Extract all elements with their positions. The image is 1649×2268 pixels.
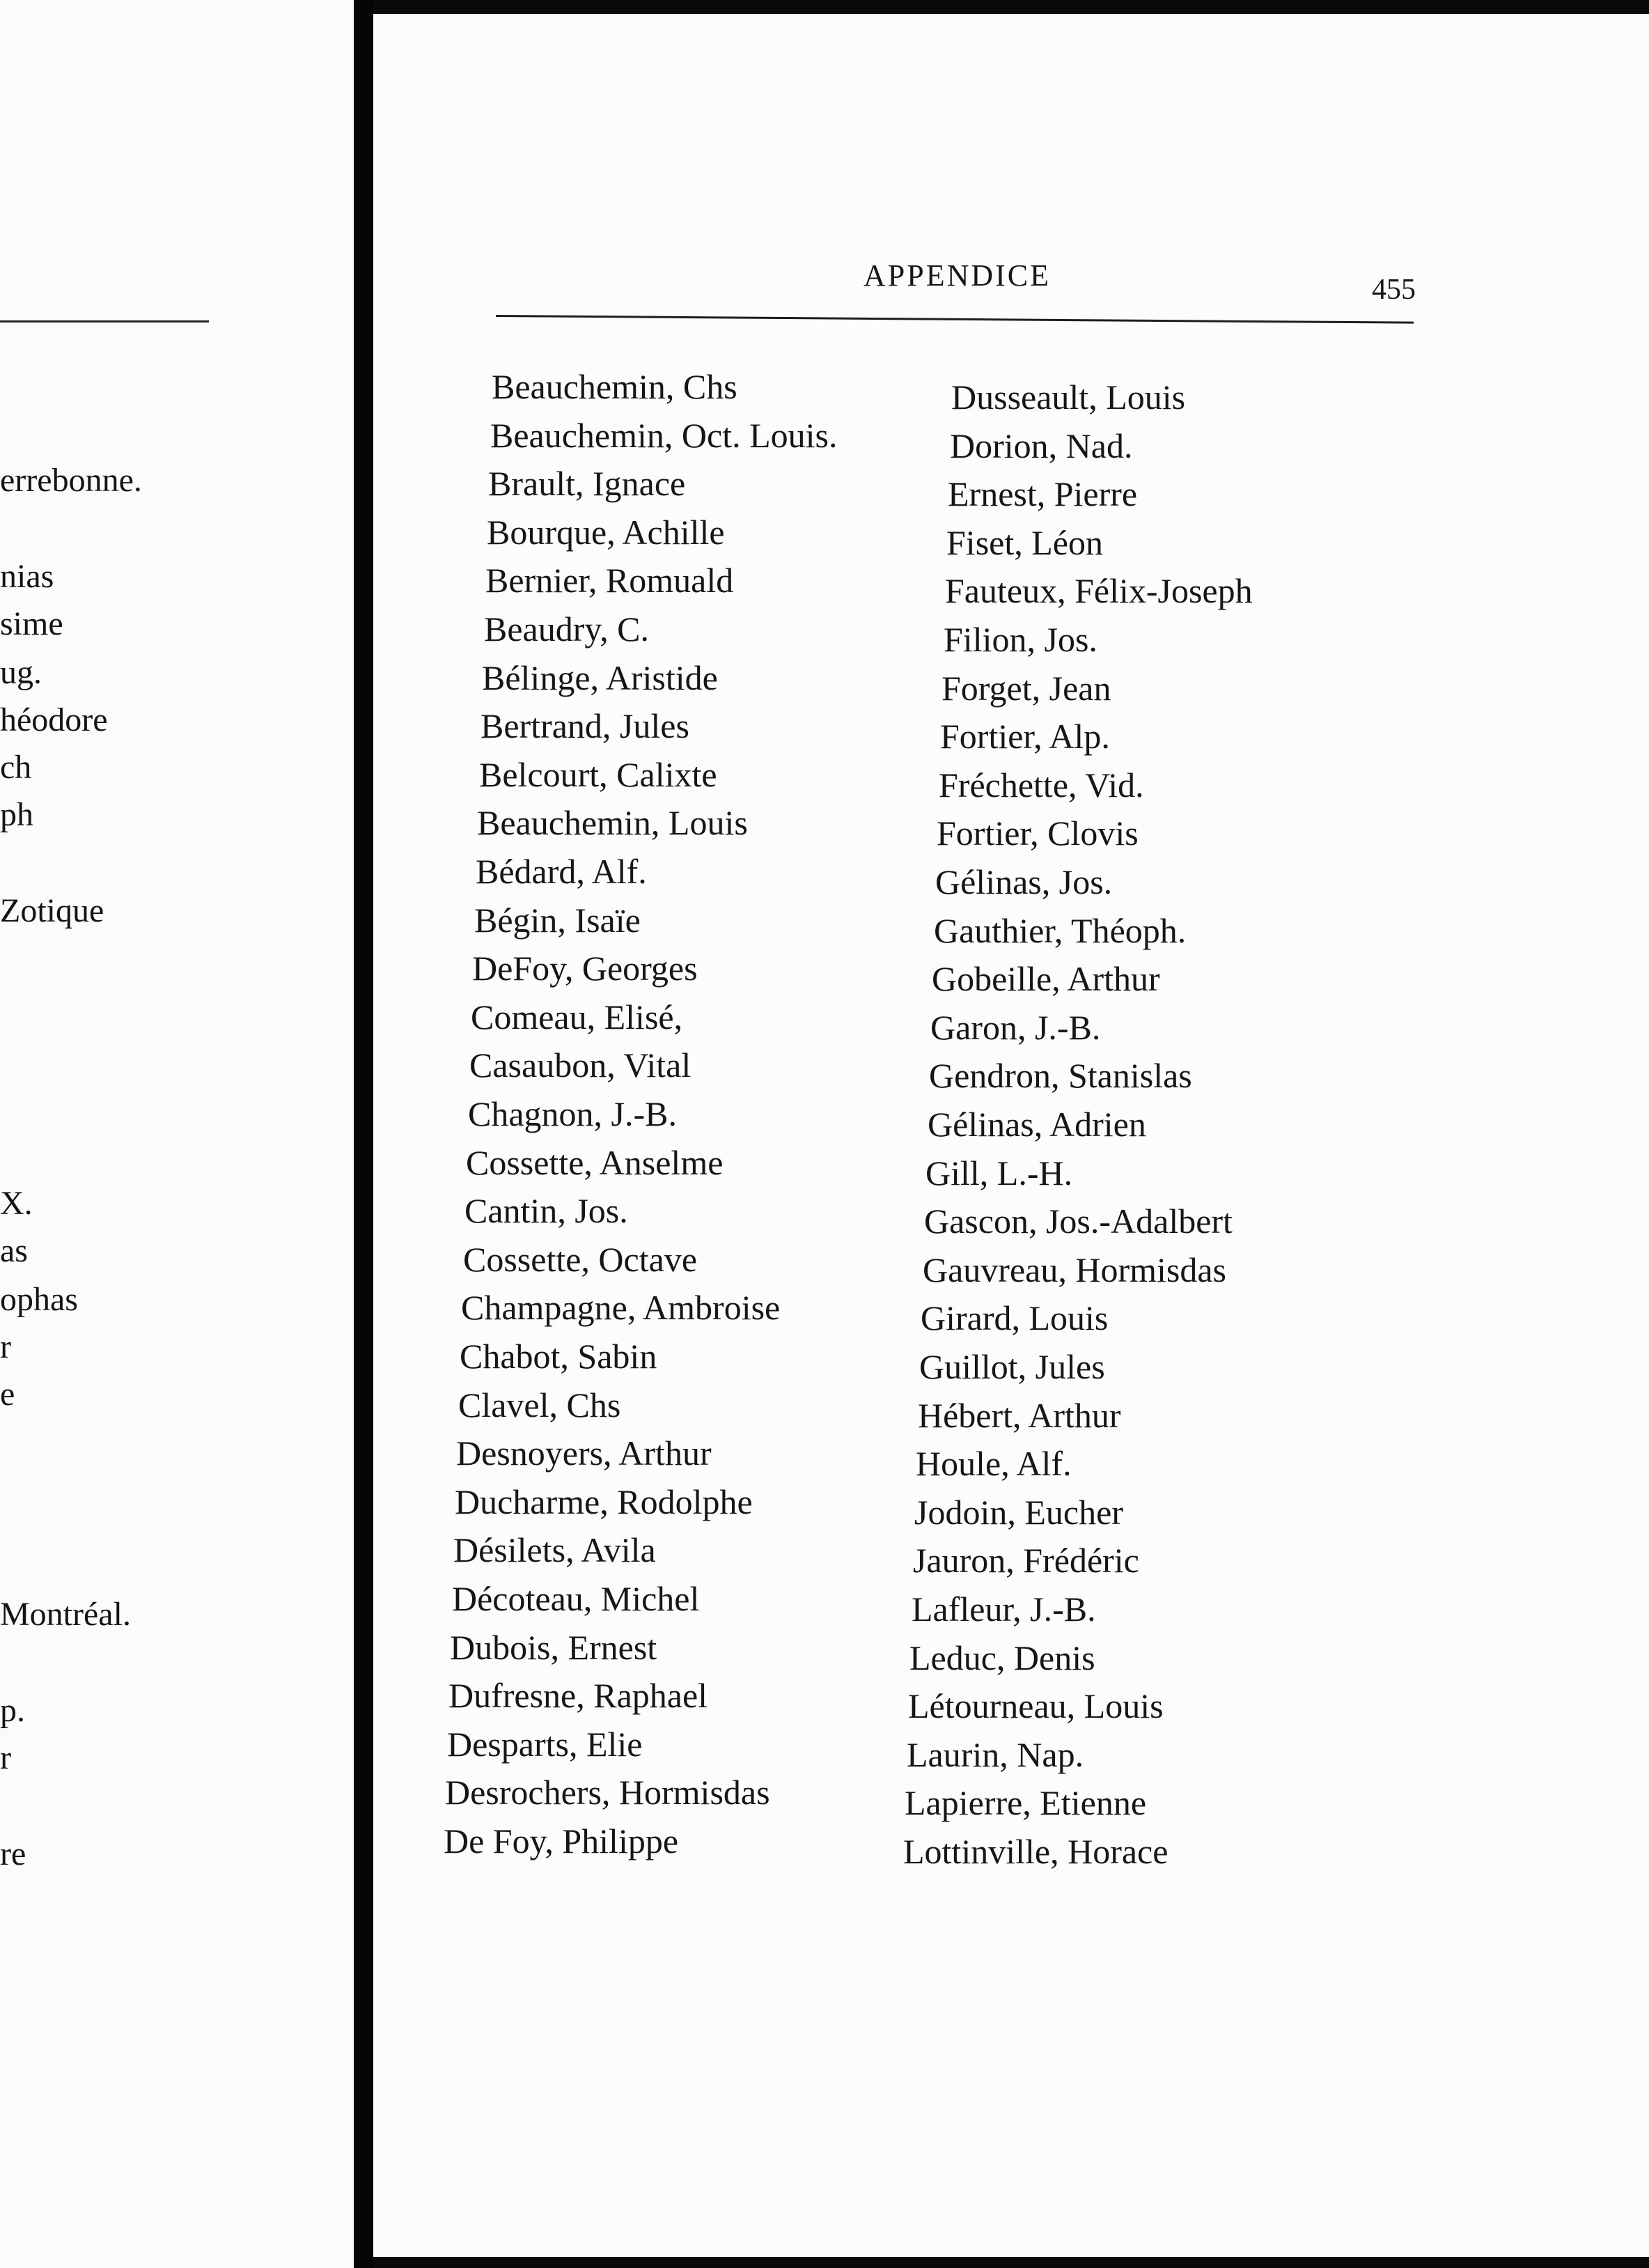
- name-entry: Cantin, Jos.: [464, 1191, 628, 1230]
- name-entry: Dorion, Nad.: [950, 426, 1133, 465]
- page-number: 455: [1372, 274, 1416, 306]
- name-entry: Brault, Ignace: [488, 464, 686, 503]
- name-entry: Décoteau, Michel: [452, 1579, 700, 1618]
- name-entry: Lafleur, J.-B.: [912, 1590, 1096, 1629]
- name-entry: Leduc, Denis: [909, 1638, 1095, 1677]
- name-entry: Hébert, Arthur: [918, 1396, 1121, 1435]
- name-entry: Fiset, Léon: [946, 523, 1103, 562]
- name-entry: Ducharme, Rodolphe: [455, 1482, 753, 1521]
- name-entry: Gélinas, Jos.: [935, 862, 1113, 901]
- name-entry: Lottinville, Horace: [903, 1832, 1169, 1871]
- name-entry: Chabot, Sabin: [460, 1337, 657, 1376]
- name-entry: DeFoy, Georges: [472, 949, 698, 988]
- left-page-fragment: ph: [0, 796, 33, 833]
- left-page-fragment: p.: [0, 1692, 25, 1729]
- name-entry: Desparts, Elie: [447, 1725, 643, 1764]
- left-page-fragment: héodore: [0, 701, 108, 738]
- left-page-fragment: e: [0, 1376, 15, 1413]
- name-entry: Comeau, Elisé,: [471, 997, 683, 1036]
- name-entry: Bernier, Romuald: [485, 561, 734, 600]
- name-entry: Ernest, Pierre: [948, 474, 1138, 513]
- name-entry: Fortier, Alp.: [940, 717, 1110, 756]
- name-entry: Létourneau, Louis: [908, 1686, 1164, 1725]
- name-entry: Bélinge, Aristide: [482, 658, 718, 697]
- name-entry: Gauthier, Théoph.: [934, 911, 1187, 950]
- left-page-fragment: ophas: [0, 1281, 78, 1318]
- name-entry: Gauvreau, Hormisdas: [923, 1250, 1226, 1289]
- name-entry: Fréchette, Vid.: [939, 766, 1144, 805]
- name-entry: Laurin, Nap.: [907, 1735, 1084, 1774]
- name-entry: Houle, Alf.: [916, 1444, 1072, 1483]
- name-entry: Bégin, Isaïe: [474, 901, 641, 940]
- name-entry: Désilets, Avila: [453, 1530, 656, 1569]
- left-page-fragment: as: [0, 1232, 28, 1269]
- name-entry: Bourque, Achille: [487, 513, 725, 552]
- name-entry: Belcourt, Calixte: [479, 755, 717, 794]
- running-title: APPENDICE: [863, 258, 1052, 293]
- name-entry: Bertrand, Jules: [480, 706, 689, 745]
- name-entry: De Foy, Philippe: [444, 1822, 679, 1861]
- name-entry: Filion, Jos.: [944, 620, 1097, 659]
- left-page-fragment: Montréal.: [0, 1596, 131, 1633]
- name-entry: Gobeille, Arthur: [932, 959, 1160, 998]
- name-entry: Cossette, Anselme: [466, 1143, 724, 1182]
- name-entry: Gascon, Jos.-Adalbert: [924, 1202, 1233, 1241]
- left-page-fragment: X.: [0, 1185, 33, 1222]
- name-entry: Cossette, Octave: [463, 1240, 698, 1279]
- name-entry: Gendron, Stanislas: [929, 1056, 1192, 1095]
- left-page-fragment: errebonne.: [0, 462, 142, 499]
- left-page-fragment: ug.: [0, 654, 42, 691]
- name-entry: Dusseault, Louis: [951, 378, 1186, 417]
- name-entry: Dufresne, Raphael: [448, 1676, 708, 1715]
- name-entry: Chagnon, J.-B.: [468, 1094, 677, 1133]
- name-entry: Garon, J.-B.: [930, 1008, 1101, 1047]
- name-entry: Clavel, Chs: [458, 1385, 621, 1424]
- name-entry: Desrochers, Hormisdas: [445, 1773, 770, 1812]
- name-entry: Casaubon, Vital: [469, 1046, 691, 1085]
- name-entry: Dubois, Ernest: [450, 1628, 657, 1667]
- name-entry: Champagne, Ambroise: [461, 1288, 781, 1327]
- name-entry: Gill, L.-H.: [925, 1154, 1073, 1193]
- name-entry: Jauron, Frédéric: [913, 1541, 1139, 1580]
- left-page-fragment: r: [0, 1328, 11, 1365]
- left-page-fragment: re: [0, 1835, 26, 1872]
- name-entry: Gélinas, Adrien: [928, 1105, 1146, 1144]
- name-entry: Guillot, Jules: [919, 1347, 1105, 1386]
- left-page-fragment: sime: [0, 605, 63, 642]
- name-entry: Desnoyers, Arthur: [456, 1434, 712, 1473]
- left-page-fragment: nias: [0, 558, 54, 595]
- scan-top-edge: [373, 0, 1649, 14]
- name-entry: Fauteux, Félix-Joseph: [945, 571, 1253, 610]
- name-entry: Jodoin, Eucher: [914, 1493, 1123, 1532]
- left-page-rule: [0, 320, 209, 323]
- name-entry: Beaudry, C.: [484, 609, 649, 648]
- left-page-fragment: Zotique: [0, 892, 104, 929]
- book-gutter: [354, 0, 373, 2268]
- name-entry: Beauchemin, Louis: [477, 803, 748, 842]
- name-entry: Forget, Jean: [941, 669, 1111, 708]
- name-entry: Lapierre, Etienne: [905, 1783, 1147, 1822]
- name-entry: Beauchemin, Chs: [492, 367, 737, 406]
- left-page-fragment: ch: [0, 749, 32, 786]
- name-entry: Fortier, Clovis: [937, 814, 1139, 853]
- left-page-fragment: r: [0, 1739, 11, 1776]
- name-entry: Beauchemin, Oct. Louis.: [490, 416, 838, 455]
- left-page: [0, 0, 354, 2268]
- name-entry: Bédard, Alf.: [476, 852, 647, 891]
- name-entry: Girard, Louis: [921, 1298, 1109, 1337]
